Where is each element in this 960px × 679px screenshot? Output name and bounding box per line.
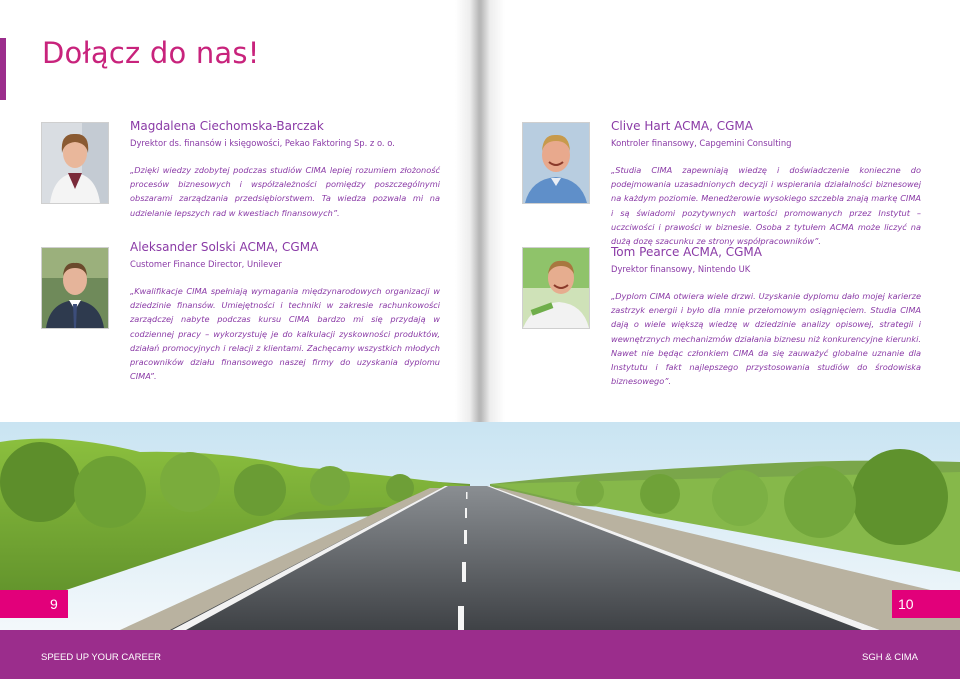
portrait-photo-aleksander [41, 247, 109, 329]
title-accent-bar [0, 38, 6, 100]
testimonial-quote: „Kwalifikacje CIMA spełniają wymagania międzynarodowych organizacji w dziedzinie finansów. Umiejętności i techniki w zakresie rachunkowości zarządczej nabyte podczas kursu CIMA bardzo mi się przydają w codziennej pracy – wykorzystuję je do kalkulacji zyskowności produktów, działań promocyjnych i relacji z klientami. Zachęcamy wszystkich młodych pracowników działu finansowego naszej firmy do uzyskania dyplomu CIMA”. [130, 286, 440, 382]
testimonial-magdalena [130, 119, 440, 220]
road-landscape-image [0, 422, 960, 630]
testimonial-quote: „Dzięki wiedzy zdobytej podczas studiów CIMA lepiej rozumiem złożoność procesów biznesowych i współzależności pomiędzy poszczególnymi obszarami zarządzania przedsiębiorstwem. Ta wiedza pozwala mi na udzielanie lepszych rad w kwestiach finansowych”. [130, 165, 440, 218]
page-number-right [892, 590, 960, 618]
portrait-photo-clive [522, 122, 590, 204]
testimonial-name: Aleksander Solski ACMA, CGMA [130, 240, 319, 254]
page-gutter-shadow [455, 0, 505, 430]
page-number-left [0, 590, 68, 618]
testimonial-role: Dyrektor finansowy, Nintendo UK [611, 264, 751, 274]
footer-tagline: SPEED UP YOUR CAREER [41, 652, 162, 663]
page-number-left-text: 9 [50, 596, 58, 612]
portrait-photo-magdalena [41, 122, 109, 204]
page-number-right-text: 10 [898, 596, 914, 612]
testimonial-clive [611, 119, 921, 248]
testimonial-role: Customer Finance Director, Unilever [130, 259, 282, 269]
testimonial-role: Kontroler finansowy, Capgemini Consulting [611, 138, 792, 148]
testimonial-name: Tom Pearce ACMA, CGMA [611, 245, 762, 259]
testimonial-quote: „Studia CIMA zapewniają wiedzę i doświadczenie konieczne do podejmowania uzasadnionych decyzji i wspierania działalności biznesowej na każdym poziomie. Menedżerowie wysokiego szczebla znają markę CIMA i są świadomi pozytywnych wartości promowanych przez Instytut – uczciwości i prawości w biznesie. Osoba z tytułem ACMA może liczyć na dużą dozę szacunku ze strony współpracowników”. [611, 165, 921, 247]
testimonial-quote: „Dyplom CIMA otwiera wiele drzwi. Uzyskanie dyplomu dało mojej karierze zastrzyk energii i było dla mnie przełomowym osiągnięciem. Studia CIMA dają o wiele większą wiedzę w dziedzinie analizy opisowej, strategii i wewnętrznych mechanizmów działania biznesu niż konkurencyjne kierunki. Nawet nie będąc członkiem CIMA da się zauważyć globalne uznanie dla Instytutu i fakt najlepszego przystosowania studiów do środowiska biznesowego”. [611, 291, 921, 387]
testimonial-role: Dyrektor ds. finansów i księgowości, Pekao Faktoring Sp. z o. o. [130, 138, 395, 148]
portrait-photo-tom [522, 247, 590, 329]
footer-brand: SGH & CIMA [862, 652, 918, 663]
testimonial-name: Clive Hart ACMA, CGMA [611, 119, 753, 133]
testimonial-aleksander [130, 240, 440, 383]
testimonial-name: Magdalena Ciechomska-Barczak [130, 119, 324, 133]
page-title: Dołącz do nas! [42, 36, 260, 70]
testimonial-tom [611, 245, 921, 388]
